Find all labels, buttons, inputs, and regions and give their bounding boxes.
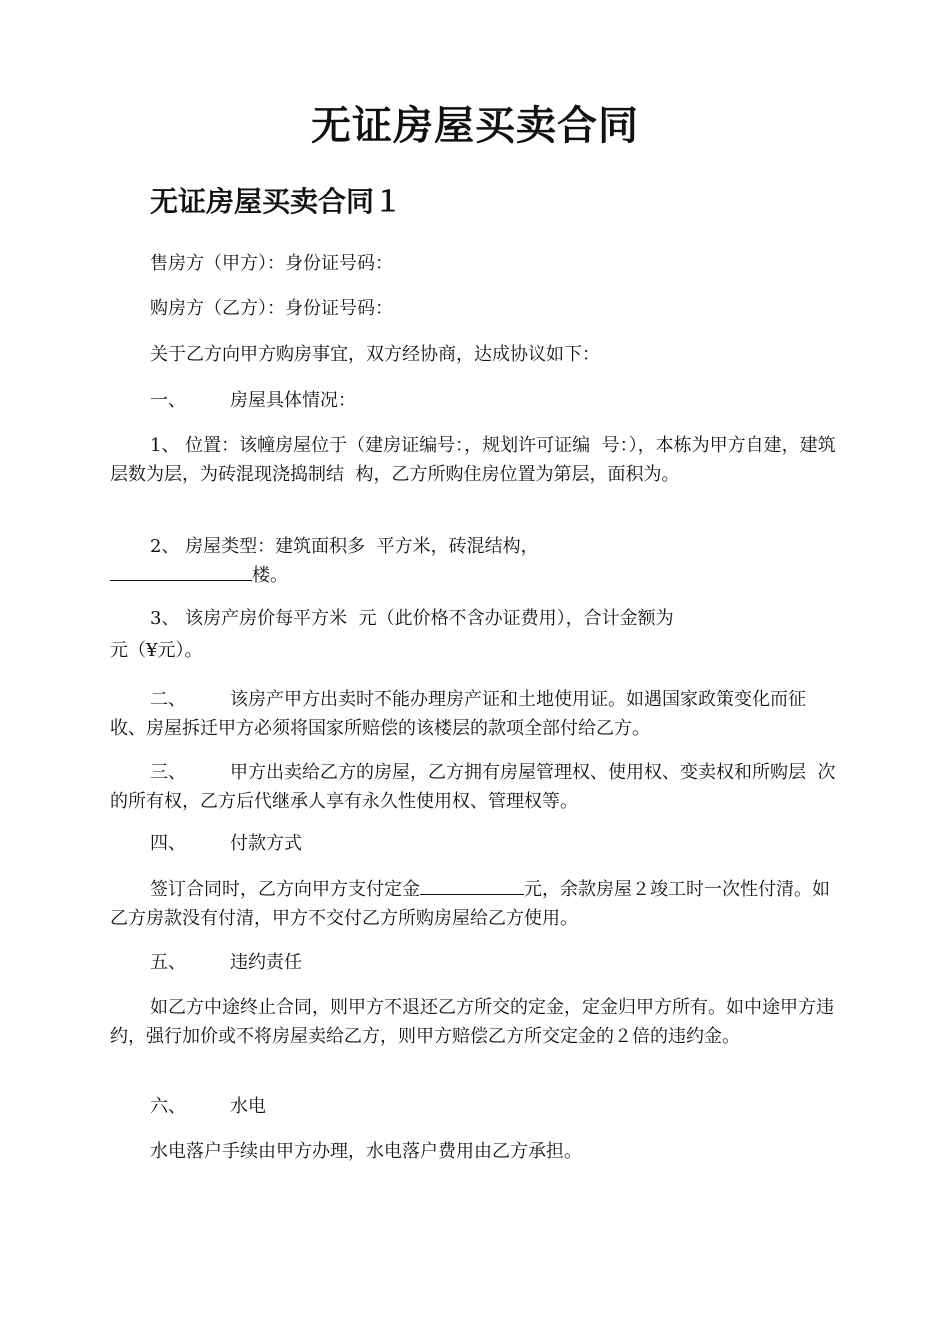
section-1-item-2-cont	[110, 561, 846, 590]
section-6-paragraph: 水电落户手续由甲方办理，水电落户费用由乙方承担。	[150, 1141, 582, 1162]
section-title: 违约责任	[230, 952, 302, 973]
section-3-paragraph	[110, 758, 846, 816]
section-4-heading	[150, 829, 302, 858]
seller-line: 售房方（甲方）：身份证号码：	[150, 253, 393, 274]
section-number: 一、	[150, 390, 186, 411]
section-number: 五、	[150, 952, 186, 973]
section-1-item-2	[110, 532, 846, 561]
item-2-text-end: 楼。	[252, 565, 288, 586]
section-1-heading	[150, 386, 356, 415]
section-6-heading	[150, 1092, 266, 1121]
section-title: 房屋具体情况：	[230, 390, 356, 411]
section-1-item-3-cont: 元（¥元）。	[110, 640, 203, 661]
payment-text-start: 签订合同时，乙方向甲方支付定金	[150, 879, 420, 900]
section-title: 水电	[230, 1096, 266, 1117]
item-2-text: 2、 房屋类型：建筑面积多 平方米，砖混结构，	[150, 536, 539, 557]
section-title: 付款方式	[230, 833, 302, 854]
payment-text-end: 元，余款房屋２竣工时一次性付清。如乙方房款没有付清，甲方不交付乙方所购房屋给乙方使用。	[110, 879, 830, 929]
intro-paragraph: 关于乙方向甲方购房事宜，双方经协商，达成协议如下：	[150, 344, 600, 365]
contract-subtitle: 无证房屋买卖合同１	[150, 185, 403, 218]
fill-in-blank	[110, 562, 252, 581]
section-1-item-3: 3、 该房产房价每平方米 元（此价格不含办证费用），合计金额为	[150, 608, 674, 629]
section-text: 该房产甲方出卖时不能办理房产证和土地使用证。如遇国家政策变化而征 收、房屋拆迁甲方必须将国家所赔偿的该楼层的款项全部付给乙方。	[110, 689, 818, 739]
section-4-paragraph	[110, 875, 846, 933]
section-number: 二、	[150, 689, 186, 710]
section-1-item-1: 1、 位置：该幢房屋位于（建房证编号：，规划许可证编 号：），本栋为甲方自建，建筑层数为层，为砖混现浇捣制结 构，乙方所购住房位置为第层，面积为。	[110, 435, 836, 485]
section-number: 六、	[150, 1096, 186, 1117]
section-2-paragraph	[110, 685, 846, 743]
section-5-paragraph: 如乙方中途终止合同，则甲方不退还乙方所交的定金，定金归甲方所有。如中途甲方违约，强行加价或不将房屋卖给乙方，则甲方赔偿乙方所交定金的２倍的违约金。	[110, 997, 834, 1047]
section-number: 三、	[150, 762, 186, 783]
deposit-blank	[420, 876, 524, 895]
section-text: 甲方出卖给乙方的房屋，乙方拥有房屋管理权、使用权、变卖权和所购层 次的所有权，乙方后代继承人享有永久性使用权、管理权等。	[110, 762, 836, 812]
section-number: 四、	[150, 833, 186, 854]
document-title: 无证房屋买卖合同	[311, 102, 639, 149]
buyer-line: 购房方（乙方）：身份证号码：	[150, 298, 393, 319]
section-5-heading	[150, 948, 302, 977]
